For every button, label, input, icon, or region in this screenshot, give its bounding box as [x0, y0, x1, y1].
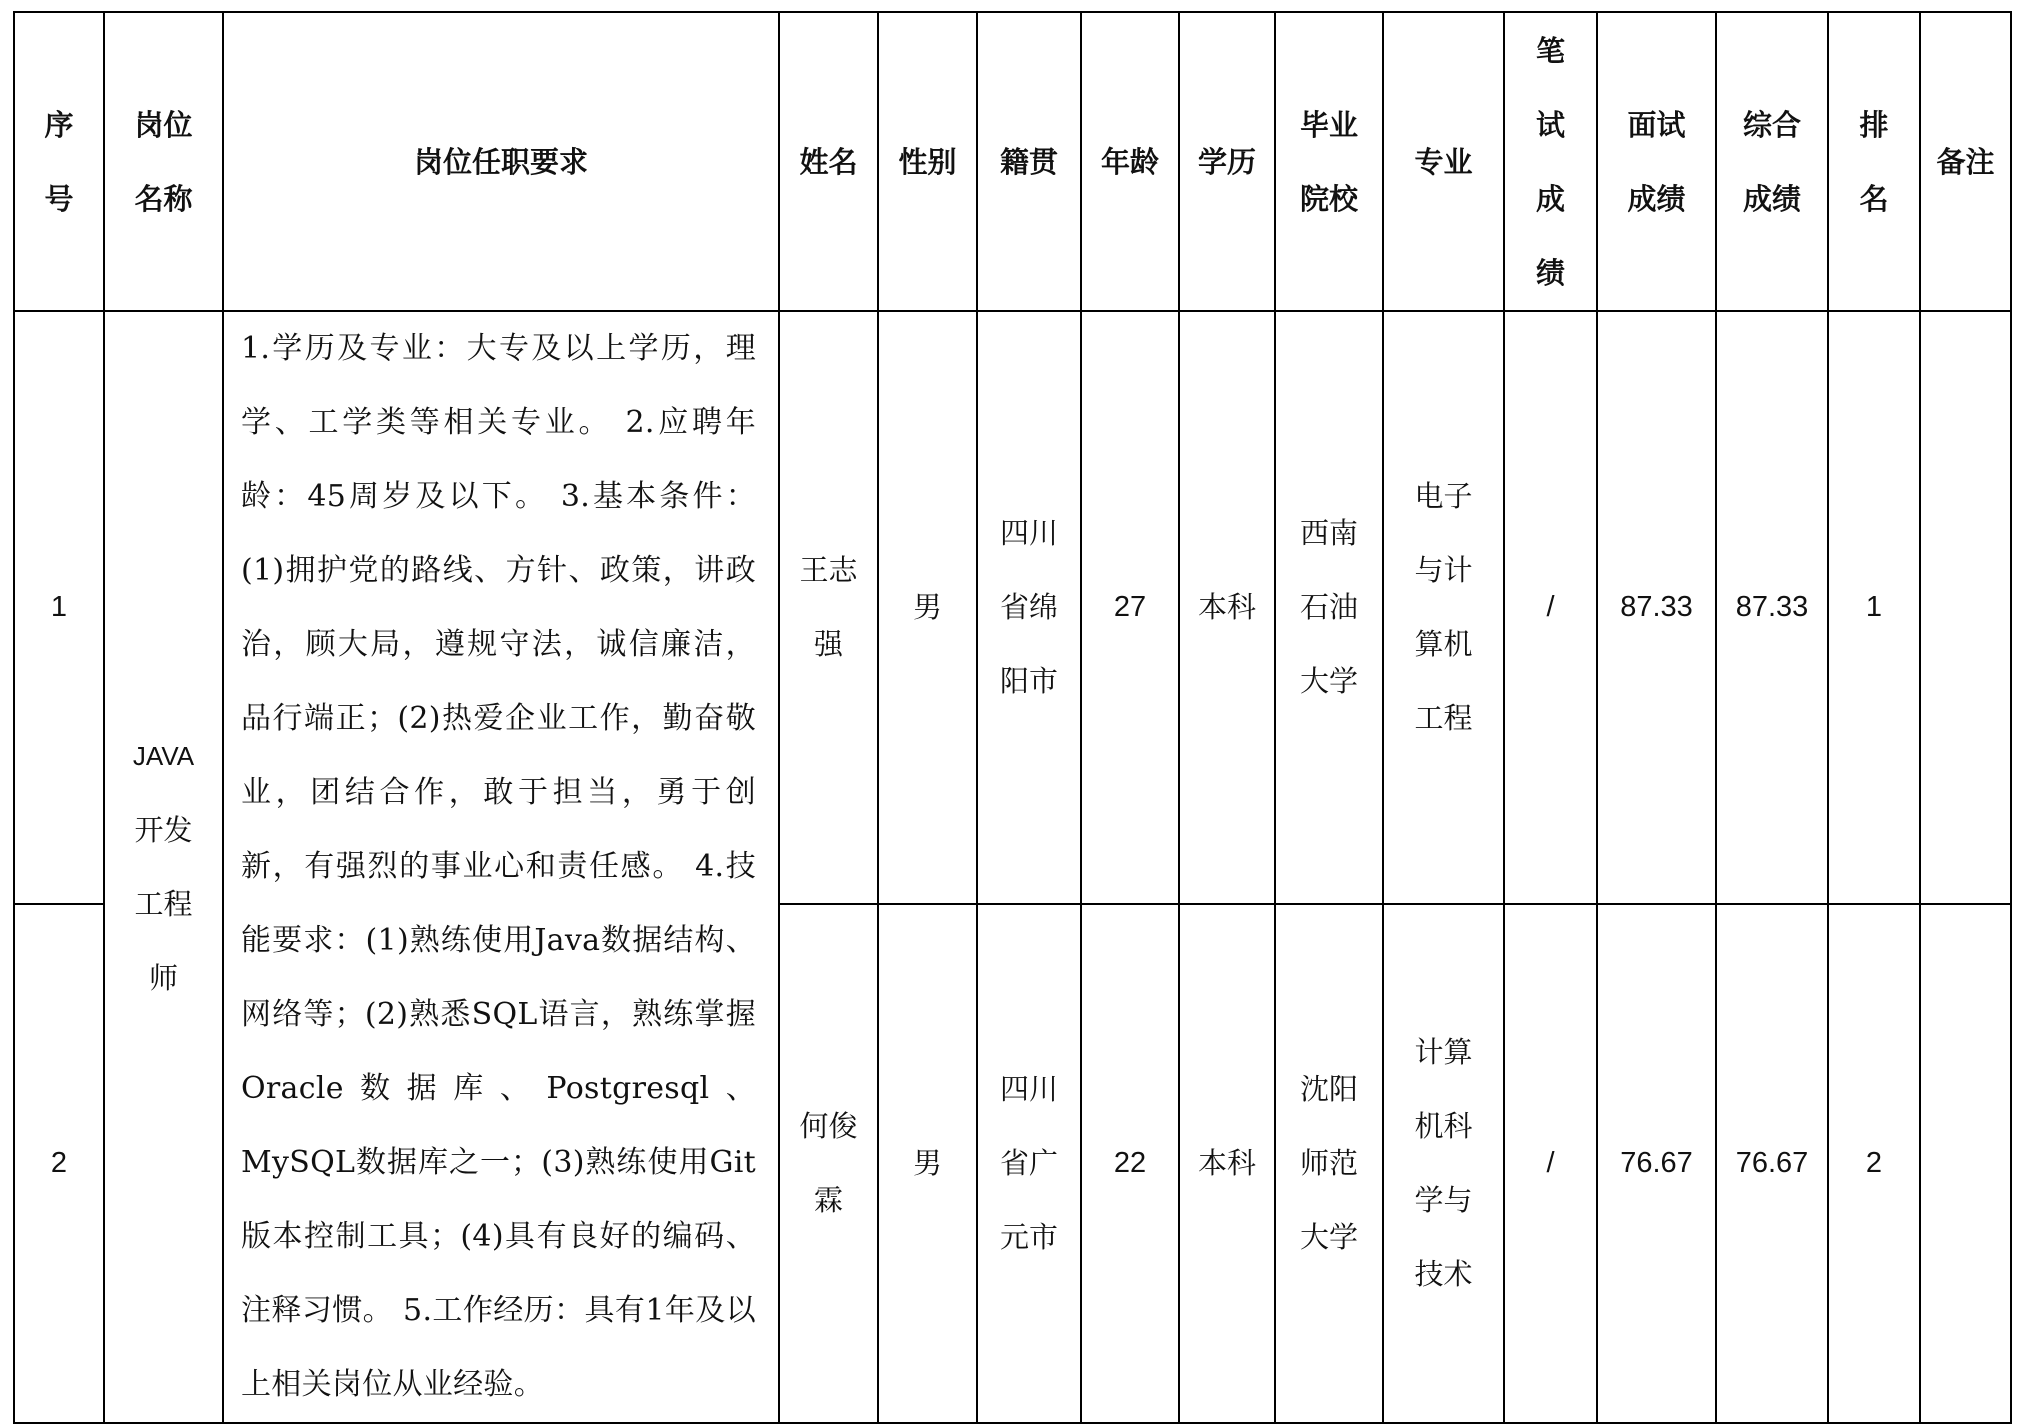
- header-row: [14, 12, 2011, 311]
- position-name: [132, 719, 196, 1015]
- age-cell: 22: [1081, 904, 1179, 1423]
- table-row: [14, 311, 2011, 904]
- header-written: 笔试成绩: [1504, 12, 1597, 311]
- remark-cell: [1920, 311, 2011, 904]
- requirements-text: 1.学历及专业：大专及以上学历，理学、工学类等相关专业。 2.应聘年龄：45周岁及以下。 3.基本条件：(1)拥护党的路线、方针、政策，讲政治，顾大局，遵规守法，诚信廉洁，品行端正；(2)热爱企业工作，勤奋敬业，团结合作，敢于担当，勇于创新，有强烈的事业心和责任感。 4.技能要求：(1)熟练使用Java数据结构、网络等；(2)熟悉SQL语言，熟练掌握Oracle数据库、Postgresql、MySQL数据库之一；(3)熟练使用Git版本控制工具；(4)具有良好的编码、注释习惯。 5.工作经历：具有1年及以上相关岗位从业经验。: [241, 331, 756, 1402]
- name-cell: 何俊霖: [779, 904, 878, 1423]
- total-score-cell: 87.33: [1716, 311, 1828, 904]
- major-cell: 电子与计算机工程: [1383, 311, 1504, 904]
- interview-score-cell: 76.67: [1597, 904, 1716, 1423]
- header-position: 岗位名称: [104, 12, 223, 311]
- header-total: 综合成绩: [1716, 12, 1828, 311]
- header-interview: 面试成绩: [1597, 12, 1716, 311]
- seq-cell: 2: [14, 904, 104, 1423]
- school-cell: 沈阳师范大学: [1275, 904, 1383, 1423]
- candidate-roster-table: [13, 11, 2012, 1424]
- position-cell: [104, 311, 223, 1423]
- header-origin: 籍贯: [977, 12, 1081, 311]
- written-score-cell: /: [1504, 311, 1597, 904]
- major-cell: 计算机科学与技术: [1383, 904, 1504, 1423]
- header-gender: 性别: [878, 12, 977, 311]
- origin-cell: 四川省广元市: [977, 904, 1081, 1423]
- header-rank: 排名: [1828, 12, 1920, 311]
- education-cell: 本科: [1179, 904, 1275, 1423]
- header-seq: 序号: [14, 12, 104, 311]
- header-remark: 备注: [1920, 12, 2011, 311]
- position-name-rest: 开发工程师: [134, 813, 193, 995]
- remark-cell: [1920, 904, 2011, 1423]
- header-education: 学历: [1179, 12, 1275, 311]
- education-cell: 本科: [1179, 311, 1275, 904]
- name-cell: 王志强: [779, 311, 878, 904]
- gender-cell: 男: [878, 311, 977, 904]
- rank-cell: 1: [1828, 311, 1920, 904]
- written-score-cell: /: [1504, 904, 1597, 1423]
- school-cell: 西南石油大学: [1275, 311, 1383, 904]
- header-requirements: 岗位任职要求: [223, 12, 779, 311]
- seq-cell: 1: [14, 311, 104, 904]
- origin-cell: 四川省绵阳市: [977, 311, 1081, 904]
- header-age: 年龄: [1081, 12, 1179, 311]
- header-school: 毕业院校: [1275, 12, 1383, 311]
- header-name: 姓名: [779, 12, 878, 311]
- gender-cell: 男: [878, 904, 977, 1423]
- header-major: 专业: [1383, 12, 1504, 311]
- position-name-latin: JAVA: [132, 741, 195, 771]
- age-cell: 27: [1081, 311, 1179, 904]
- rank-cell: 2: [1828, 904, 1920, 1423]
- requirements-cell: [223, 311, 779, 1423]
- interview-score-cell: 87.33: [1597, 311, 1716, 904]
- total-score-cell: 76.67: [1716, 904, 1828, 1423]
